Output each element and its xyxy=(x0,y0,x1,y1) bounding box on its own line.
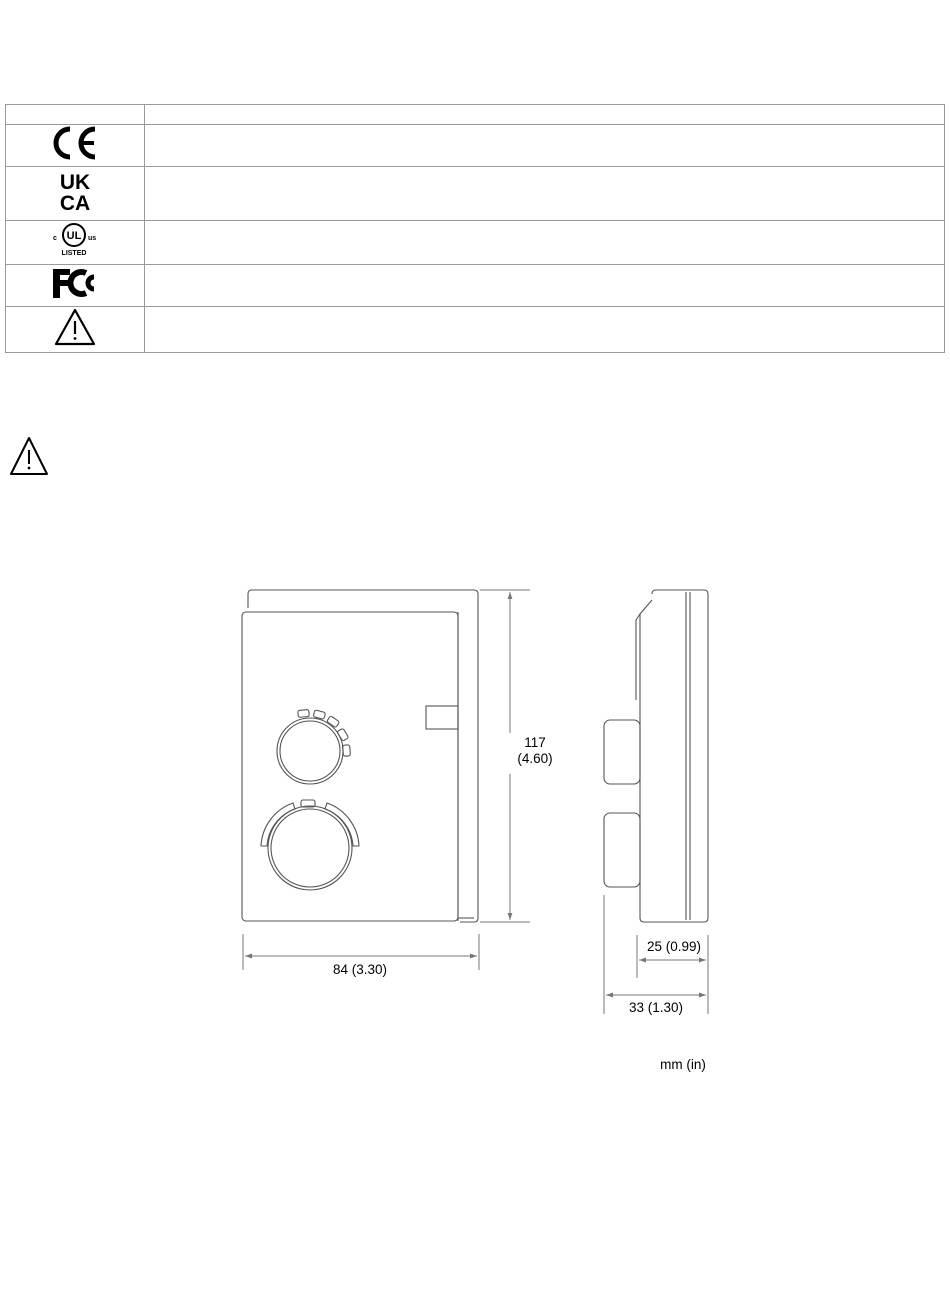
height-mm: 117 xyxy=(524,735,546,750)
height-dimension-label xyxy=(500,735,570,767)
units-label: mm (in) xyxy=(660,1057,706,1072)
height-in: (4.60) xyxy=(517,751,553,766)
lower-dial xyxy=(268,806,352,890)
side-view xyxy=(604,590,708,922)
front-view xyxy=(242,590,478,922)
ukca-line-1: UK xyxy=(59,171,91,194)
svg-text:UL: UL xyxy=(66,230,82,242)
lower-led-segments xyxy=(261,800,359,846)
dimension-lines xyxy=(243,590,708,1014)
upper-led-segments xyxy=(298,709,351,756)
svg-text:c: c xyxy=(53,235,57,242)
depth-total-dimension-label: 33 (1.30) xyxy=(628,1000,684,1015)
svg-text:LISTED: LISTED xyxy=(61,250,87,257)
depth-body-dimension-label: 25 (0.99) xyxy=(646,939,702,954)
upper-dial xyxy=(277,718,343,784)
svg-text:us: us xyxy=(88,235,97,242)
width-dimension-label: 84 (3.30) xyxy=(332,962,388,977)
ukca-line-2: CA xyxy=(59,192,91,212)
